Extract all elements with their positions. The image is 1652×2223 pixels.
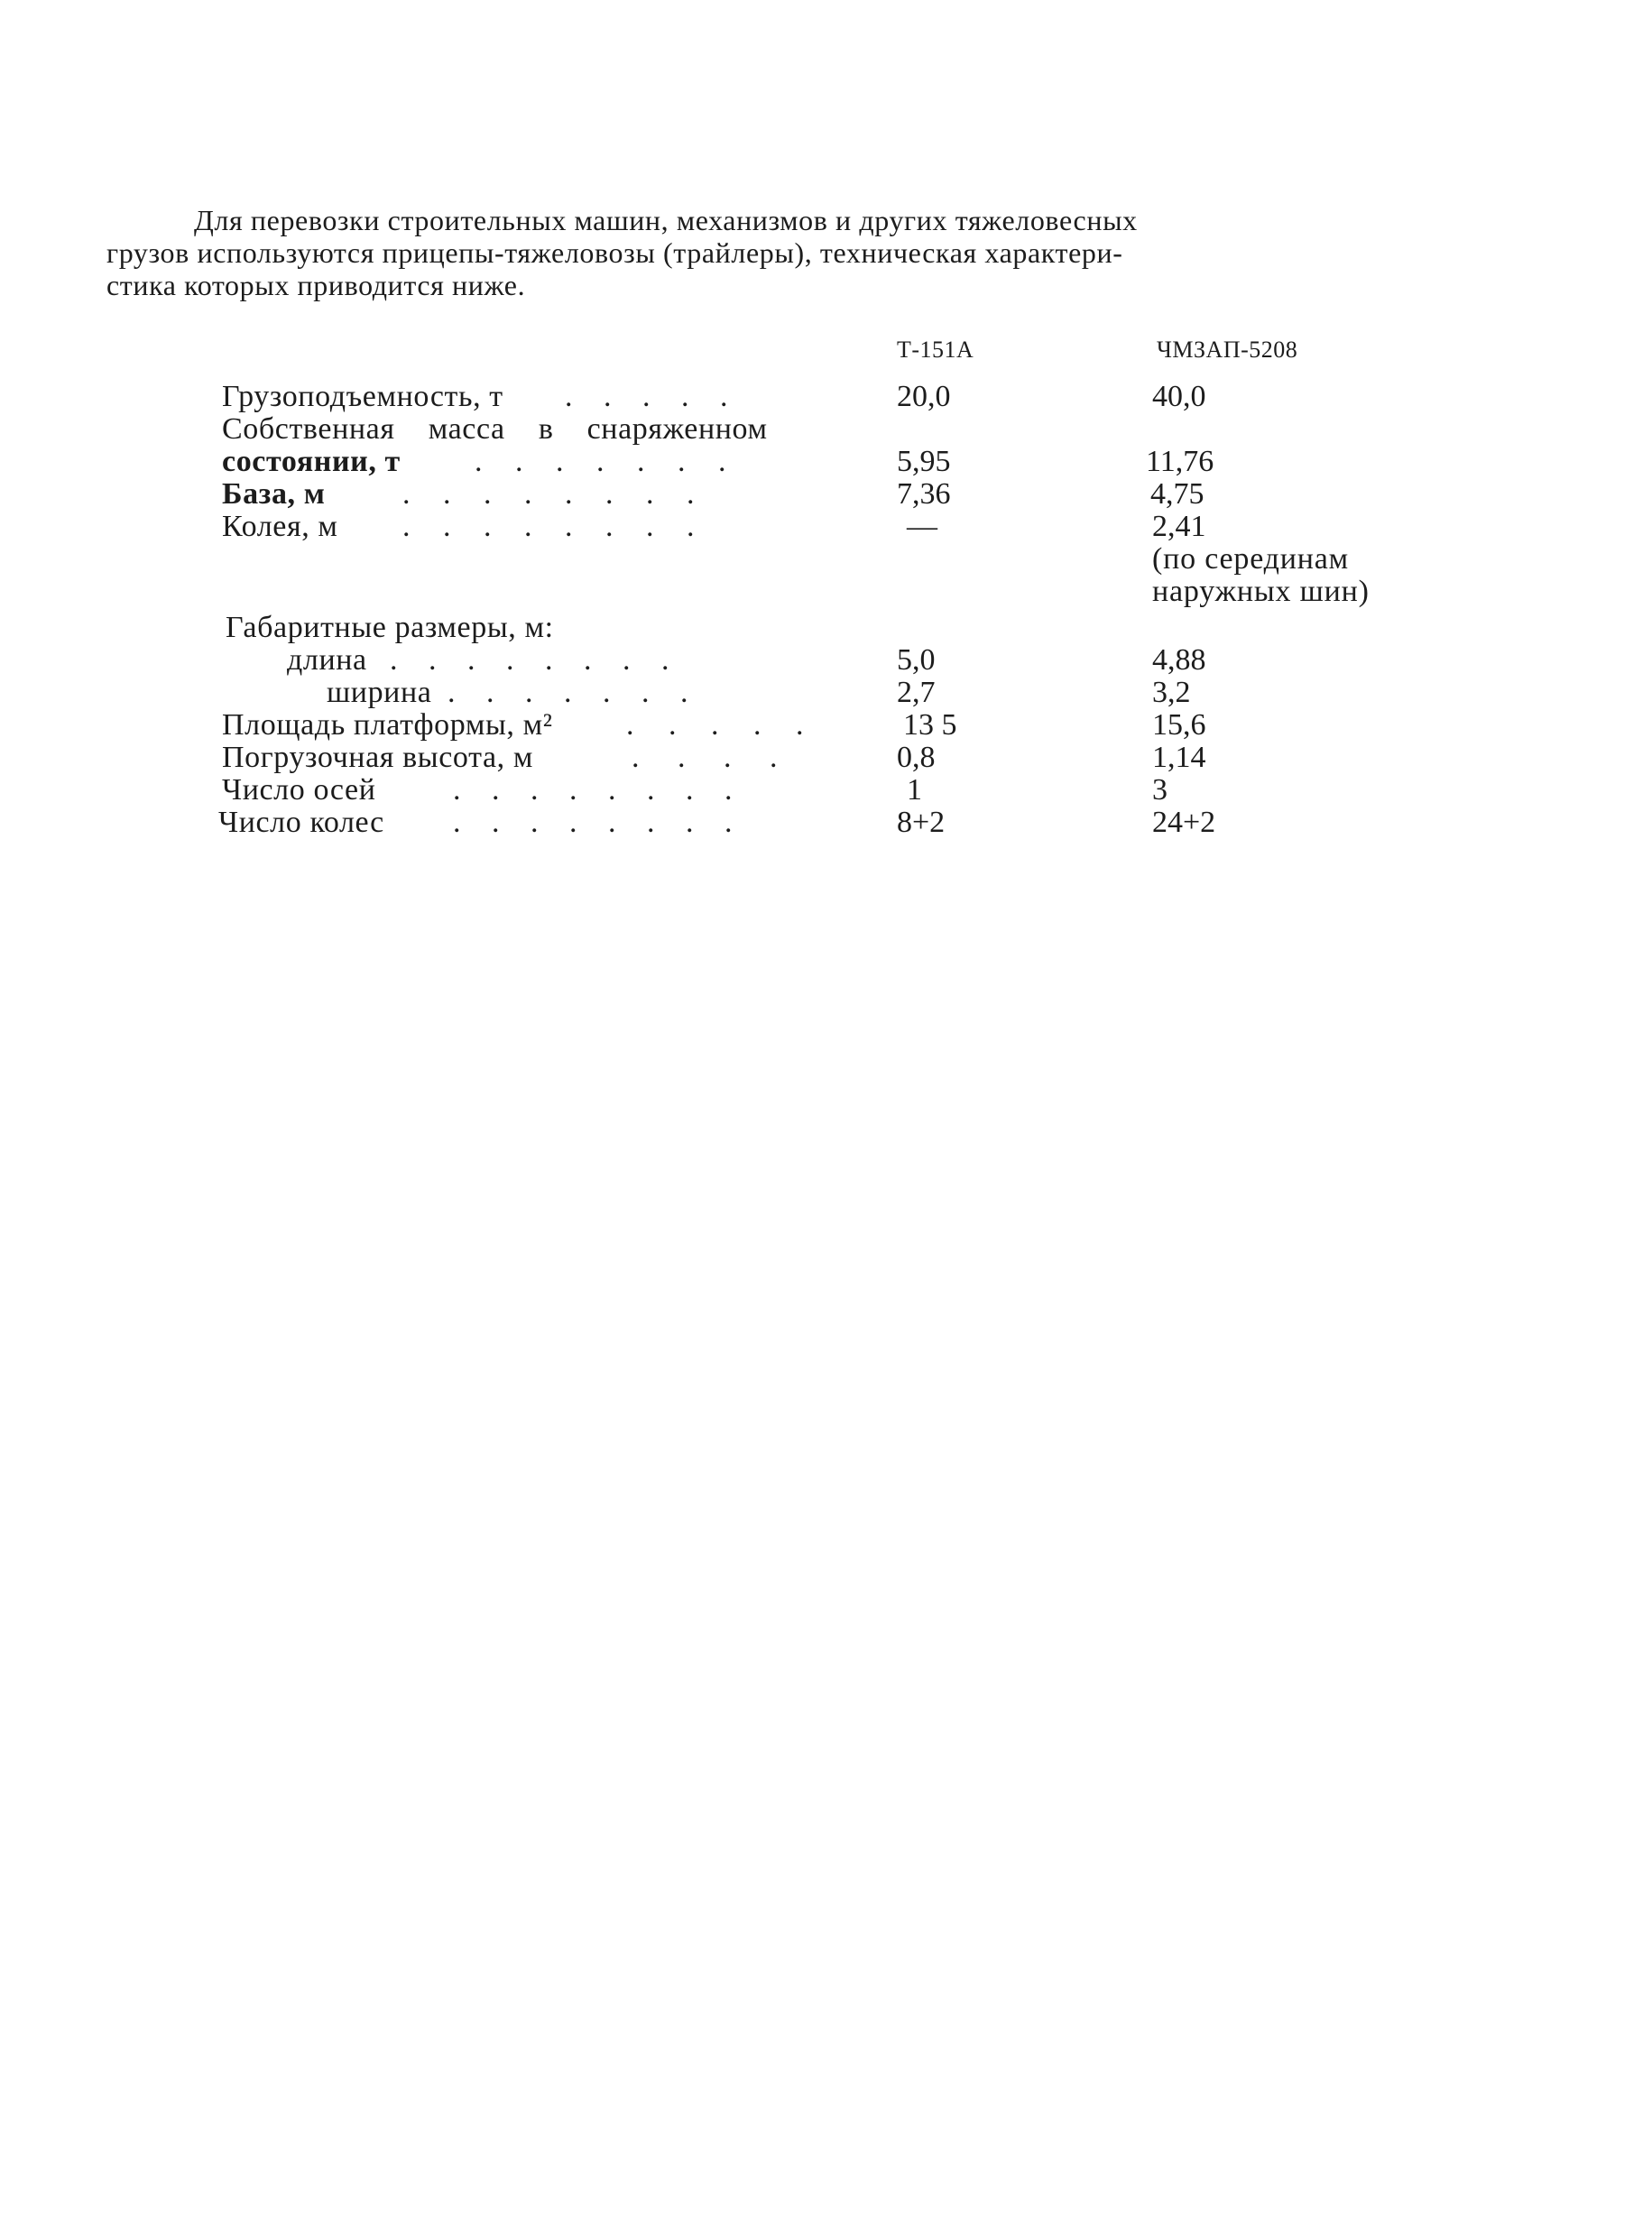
- row-note-chmzap5208: (по серединам: [1152, 542, 1349, 576]
- row-label: Габаритные размеры, м:: [226, 611, 554, 644]
- row-value-t151a: 5,0: [897, 643, 936, 677]
- column-header-t151a: Т-151А: [897, 337, 974, 363]
- row-value-chmzap5208: 4,88: [1152, 643, 1206, 677]
- row-leader-dots: . . . .: [632, 741, 778, 774]
- row-value-chmzap5208: 3: [1152, 773, 1167, 807]
- row-label: длина: [287, 643, 367, 677]
- row-value-t151a: 0,8: [897, 741, 936, 774]
- row-label: Собственная масса в снаряженном: [222, 412, 768, 446]
- intro-paragraph: [106, 204, 1386, 301]
- row-value-t151a: 13 5: [903, 708, 957, 742]
- row-label: Площадь платформы, м²: [222, 708, 553, 742]
- row-label: Грузоподъемность, т: [222, 380, 503, 413]
- intro-line-3: стика которых приводится ниже.: [106, 269, 526, 301]
- row-label: состоянии, т: [222, 445, 401, 478]
- row-leader-dots: . . . . . . . .: [390, 643, 669, 677]
- row-leader-dots: . . . . .: [565, 380, 728, 413]
- row-value-chmzap5208: 15,6: [1152, 708, 1206, 742]
- row-value-t151a: 8+2: [897, 806, 946, 839]
- row-note-chmzap5208: наружных шин): [1152, 575, 1370, 608]
- row-value-t151a: 20,0: [897, 380, 951, 413]
- row-leader-dots: . . . . . . . .: [402, 510, 695, 543]
- row-value-chmzap5208: 2,41: [1152, 510, 1206, 543]
- row-value-t151a: 1: [907, 773, 922, 807]
- row-label: База, м: [222, 477, 326, 511]
- column-header-chmzap5208: ЧМЗАП-5208: [1157, 337, 1298, 363]
- row-label: Колея, м: [222, 510, 338, 543]
- row-leader-dots: . . . . . . . .: [402, 477, 695, 511]
- intro-line-2: грузов используются прицепы-тяжеловозы (трайлеры), техническая характери-: [106, 236, 1123, 269]
- row-value-chmzap5208: 3,2: [1152, 676, 1191, 709]
- row-value-t151a: 2,7: [897, 676, 936, 709]
- row-leader-dots: . . . . .: [626, 708, 804, 742]
- row-value-chmzap5208: 24+2: [1152, 806, 1216, 839]
- row-value-chmzap5208: 1,14: [1152, 741, 1206, 774]
- row-label: Число осей: [222, 773, 376, 807]
- row-value-t151a: —: [907, 510, 937, 543]
- row-value-chmzap5208: 40,0: [1152, 380, 1206, 413]
- row-leader-dots: . . . . . . . .: [453, 773, 733, 807]
- row-value-t151a: 7,36: [897, 477, 951, 511]
- row-leader-dots: . . . . . . .: [475, 445, 726, 478]
- row-leader-dots: . . . . . . .: [448, 676, 688, 709]
- intro-line-1: Для перевозки строительных машин, механизмов и других тяжеловесных: [194, 204, 1138, 236]
- row-value-chmzap5208: 4,75: [1150, 477, 1204, 511]
- row-label: ширина: [327, 676, 432, 709]
- row-value-chmzap5208: 11,76: [1146, 445, 1214, 478]
- row-label: Погрузочная высота, м: [222, 741, 533, 774]
- row-value-t151a: 5,95: [897, 445, 951, 478]
- row-label: Число колес: [218, 806, 384, 839]
- row-leader-dots: . . . . . . . .: [453, 806, 733, 839]
